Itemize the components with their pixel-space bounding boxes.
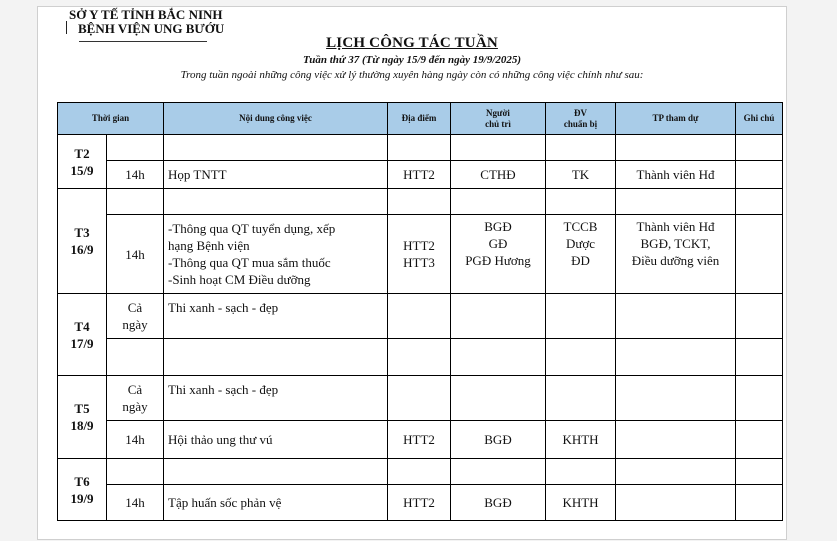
day-date: 18/9 (70, 418, 94, 433)
host-label-2: chủ trì (485, 118, 511, 129)
location-line: HTT2 (403, 238, 435, 253)
notes-cell (736, 215, 783, 294)
host-cell (451, 215, 546, 294)
time-cell: 14h (107, 215, 164, 294)
content-cell: Thi xanh - sạch - đẹp (164, 376, 388, 421)
prep-cell: TK (546, 161, 616, 189)
table-row (58, 459, 783, 485)
host-cell: BGĐ (451, 421, 546, 459)
intro-note: Trong tuần ngoài những công việc xử lý thường xuyên hàng ngày còn có những công việc chính như sau: (180, 69, 644, 81)
content-cell: Hội thảo ung thư vú (164, 421, 388, 459)
schedule-table (57, 102, 783, 521)
time-line: Cả (127, 300, 143, 315)
time-cell (107, 376, 164, 421)
document-title: LỊCH CÔNG TÁC TUẦN (326, 35, 498, 51)
attendees-line: Thành viên Hđ (636, 219, 715, 234)
host-cell: BGĐ (451, 485, 546, 521)
content-line: -Thông qua QT tuyển dụng, xếp (168, 221, 336, 236)
table-row (58, 421, 783, 459)
col-header-time: Thời gian (58, 103, 164, 135)
day-date: 19/9 (70, 490, 94, 506)
week-subtitle: Tuần thứ 37 (Từ ngày 15/9 đến ngày 19/9/2025) (302, 54, 522, 66)
content-line: hạng Bệnh viện (168, 238, 250, 253)
table-row (58, 189, 783, 215)
time-cell: 14h (107, 485, 164, 521)
table-row (58, 135, 783, 161)
location-cell (388, 215, 451, 294)
host-line: BGĐ (484, 219, 512, 234)
day-label: T5 (74, 401, 90, 416)
prep-cell: KHTH (546, 421, 616, 459)
table-row (58, 161, 783, 189)
day-date: 15/9 (70, 162, 94, 178)
col-header-host (451, 103, 546, 135)
day-cell (58, 135, 107, 189)
day-date: 17/9 (70, 335, 94, 351)
day-label: T6 (74, 473, 90, 489)
document-page (37, 6, 787, 540)
host-cell: CTHĐ (451, 161, 546, 189)
hospital-name: BỆNH VIỆN UNG BƯỚU (78, 21, 225, 36)
day-cell (58, 189, 107, 294)
department-name: SỞ Y TẾ TỈNH BẮC NINH (69, 7, 223, 22)
time-cell (107, 294, 164, 339)
prep-line: TCCB (563, 219, 598, 234)
location-cell: HTT2 (388, 161, 451, 189)
time-cell: 14h (107, 161, 164, 189)
prep-cell (546, 215, 616, 294)
col-header-notes: Ghi chú (736, 103, 783, 135)
attendees-cell: Thành viên Hđ (616, 161, 736, 189)
time-cell: 14h (107, 421, 164, 459)
header-row (58, 103, 783, 135)
attendees-line: BGĐ, TCKT, (640, 236, 711, 251)
table-row (58, 294, 783, 339)
day-cell (58, 376, 107, 459)
prep-line: ĐD (571, 253, 590, 268)
col-header-content: Nội dung công việc (164, 103, 388, 135)
host-label-1: Người (486, 107, 510, 118)
location-cell: HTT2 (388, 485, 451, 521)
time-line: ngày (122, 317, 148, 332)
day-label: T3 (74, 225, 90, 240)
prep-label-1: ĐV (574, 107, 587, 118)
content-cell: Thi xanh - sạch - đẹp (164, 294, 388, 339)
location-cell: HTT2 (388, 421, 451, 459)
location-line: HTT3 (403, 255, 435, 270)
host-line: GĐ (488, 236, 508, 251)
col-header-attendees: TP tham dự (616, 103, 736, 135)
content-line: -Sinh hoạt CM Điều dưỡng (168, 272, 311, 287)
time-line: Cả (127, 382, 143, 397)
content-cell: Họp TNTT (164, 161, 388, 189)
time-line: ngày (122, 399, 148, 414)
attendees-line: Điều dưỡng viên (631, 253, 720, 268)
day-date: 16/9 (70, 242, 94, 257)
organization-header (64, 8, 224, 36)
prep-cell: KHTH (546, 485, 616, 521)
host-line: PGĐ Hương (465, 253, 531, 268)
col-header-prep (546, 103, 616, 135)
notes-cell (736, 161, 783, 189)
table-row (58, 339, 783, 376)
content-cell: Tập huấn sốc phản vệ (164, 485, 388, 521)
day-label: T2 (74, 145, 90, 161)
day-cell (58, 294, 107, 376)
table-row (58, 215, 783, 294)
table-row (58, 376, 783, 421)
content-line: -Thông qua QT mua sắm thuốc (168, 255, 331, 270)
day-label: T4 (74, 318, 90, 334)
content-cell (164, 215, 388, 294)
prep-label-2: chuẩn bị (563, 118, 598, 129)
day-cell (58, 459, 107, 521)
attendees-cell (616, 215, 736, 294)
table-row (58, 485, 783, 521)
prep-line: Dược (565, 236, 596, 251)
col-header-location: Địa điểm (388, 103, 451, 135)
